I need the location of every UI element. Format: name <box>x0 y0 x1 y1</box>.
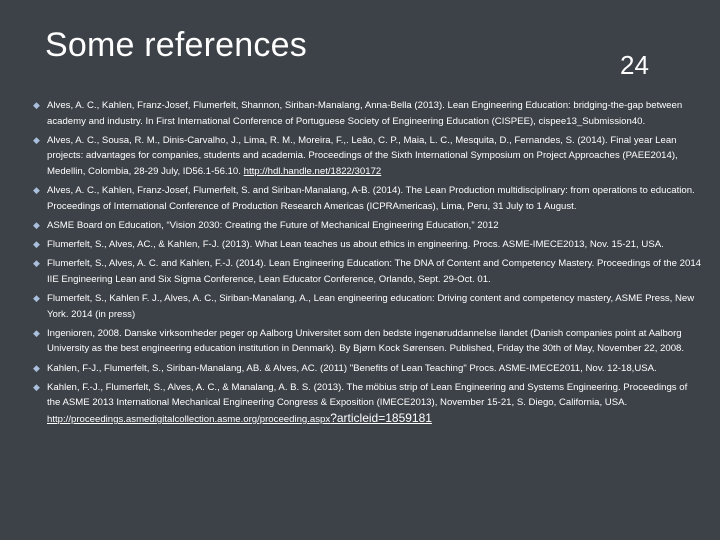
reference-item <box>33 326 701 357</box>
reference-list <box>33 98 701 431</box>
reference-text: Kahlen, F.-J., Flumerfelt, S., Alves, A. C., & Manalang, A. B. S. (2013). The möbius strip of Lean Engineering and Systems Engineering. Proceedings of the ASME 2013 International Mechanical Engineering Congress & Exposition (IMECE2013), November 15-21, S. Diego, California, USA. <box>47 381 688 409</box>
reference-item <box>33 361 701 377</box>
diamond-bullet-icon: ◆ <box>33 134 40 145</box>
diamond-bullet-icon: ◆ <box>33 258 40 269</box>
diamond-bullet-icon: ◆ <box>33 239 40 250</box>
reference-item <box>33 256 701 287</box>
reference-text: Alves, A. C., Kahlen, Franz-Josef, Flumerfelt, Shannon, Siriban-Manalang, Anna-Bella (2013). Lean Engineering Education: bridging-the-gap between academy and industry. In First International Conference of Portuguese Society of Engineering Education (CISPEE), cispee13_Submission40. <box>47 100 683 127</box>
reference-item <box>33 133 701 180</box>
reference-link[interactable]: http://proceedings.asmedigitalcollection.asme.org/proceeding.aspx <box>47 414 331 426</box>
reference-item <box>33 380 701 428</box>
reference-text: Kahlen, F-J., Flumerfelt, S., Siriban-Manalang, AB. & Alves, AC. (2011) "Benefits of Lean Teaching" Procs. ASME-IMECE2011, Nov. 12-18,USA. <box>47 362 657 374</box>
reference-text: Alves, A. C., Sousa, R. M., Dinis-Carvalho, J., Lima, R. M., Moreira, F.,. Leão, C. P., Maia, L. C., Mesquita, D., Fernandes, S. (2014). Final year Lean projects: advantages for companies, students and academia. Proceedings of the Sixth International Symposium on Project Approaches (PAEE2014), Medellin, Colombia, 28-29 July, ID56.1-56.10. <box>47 134 678 177</box>
diamond-bullet-icon: ◆ <box>33 219 40 230</box>
diamond-bullet-icon: ◆ <box>33 381 40 392</box>
diamond-bullet-icon: ◆ <box>33 362 40 373</box>
reference-text: Alves, A. C., Kahlen, Franz-Josef, Flumerfelt, S. and Siriban-Manalang, A-B. (2014). The Lean Production multidisciplinary: from operations to education. Proceedings of International Conference of Production Research Americas (ICPRAmericas), Lima, Peru, 31 July to 1 August. <box>47 185 695 212</box>
reference-item <box>33 218 701 234</box>
reference-item <box>33 291 701 322</box>
reference-link[interactable]: http://hdl.handle.net/1822/30172 <box>243 165 382 177</box>
page-number: 24 <box>620 50 649 80</box>
reference-text: Flumerfelt, S., Kahlen F. J., Alves, A. C., Siriban-Manalang, A., Lean engineering education: Driving content and competency mastery, ASME Press, New York. 2014 (in press) <box>47 293 695 320</box>
reference-link-query[interactable]: ?articleid=1859181 <box>330 411 432 426</box>
reference-text: ASME Board on Education, “Vision 2030: Creating the Future of Mechanical Engineering Education,” 2012 <box>47 219 499 231</box>
diamond-bullet-icon: ◆ <box>33 293 40 304</box>
diamond-bullet-icon: ◆ <box>33 100 40 110</box>
diamond-bullet-icon: ◆ <box>33 185 40 196</box>
reference-text: Flumerfelt, S., Alves, A. C. and Kahlen, F.-J. (2014). Lean Engineering Education: The DNA of Content and Competency Mastery. Proceedings of the 2014 IIE Engineering Lean and Six Sigma Conference, Lean Educator Conference, Orlando, Sept. 29-Oct. 01. <box>47 258 701 285</box>
diamond-bullet-icon: ◆ <box>33 327 40 338</box>
reference-item <box>33 98 701 129</box>
reference-text: Ingenioren, 2008. Danske virksomheder peger op Aalborg Universitet som den bedste ingenøruddannelse ilandet (Danish companies point at Aalborg University as the best engineering education institution in Denmark). By Bjørn Kock Sørensen. Published, Friday the 30th of May, November 22, 2008. <box>47 327 685 355</box>
slide-title: Some references <box>45 26 307 64</box>
reference-text: Flumerfelt, S., Alves, AC., & Kahlen, F-J. (2013). What Lean teaches us about ethics in engineering. Procs. ASME-IMECE2013, Nov. 15-21, USA. <box>47 239 664 251</box>
reference-item <box>33 237 701 253</box>
reference-item <box>33 183 701 214</box>
